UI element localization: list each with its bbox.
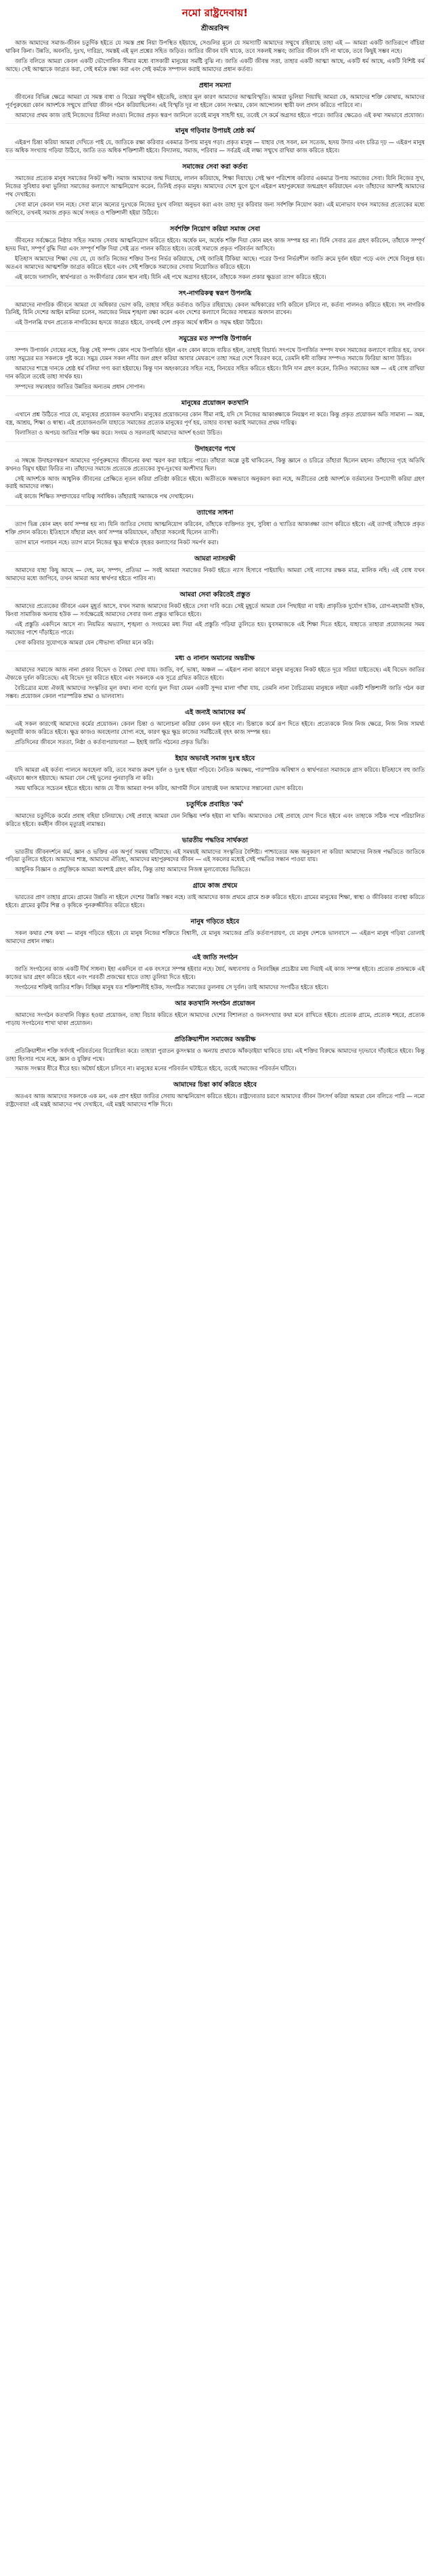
section-heading: এই জন্যই আমাদের কর্ম: [5, 705, 425, 718]
article-section: [5, 286, 425, 328]
paragraph: যদি আমরা এই কর্তব্য পালনে অবহেলা করি, তবে সমাজ ক্রমশ দুর্বল ও দুঃস্থ হইয়া পড়িবে। নৈতিক অবক্ষয়, পারস্পরিক অবিশ্বাস ও স্বার্থপরতা সমাজকে গ্রাস করিবে। ইতিহাসে বহু জাতি এইভাবে ধ্বংস হইয়াছে। আমরা যেন সেই ভুলের পুনরাবৃত্তি না করি।: [5, 766, 425, 781]
paragraph: আধুনিক বিজ্ঞান ও প্রযুক্তিকে আমরা অবশ্যই গ্রহণ করিব, কিন্তু তাহা আমাদের নিজস্ব মূল্যবোধের ভিত্তিতে।: [15, 866, 251, 873]
article-section: [5, 651, 425, 701]
section-heading: সমুদ্রের মত সম্পত্তি উপার্জন: [5, 331, 425, 345]
paragraph: অতএব আজ আমাদের সকলকে এক মন, এক প্রাণ হইয়া জাতির সেবায় আত্মনিয়োগ করিতে হইবে। রাষ্ট্রদেবতার চরণে আমাদের জীবন উৎসর্গ করিয়া আমরা যেন বলিতে পারি — নমো রাষ্ট্রদেবায়! এই মন্ত্রই আমাদের পথ দেখাইবে, এই মন্ত্রই আমাদের শক্তি দিবে।: [5, 1093, 425, 1108]
section-heading: চতুর্দিকে প্রবাহিত 'কর্ম': [5, 797, 425, 810]
paragraph: সকল কথার শেষ কথা — মানুষ গড়িতে হইবে। যে মানুষ নিজের শক্তিতে বিশ্বাসী, যে মানুষ সমাজের প্রতি কর্তব্যপরায়ণ, যে মানুষ দেশকে ভালবাসে — এইরূপ মানুষ গড়িয়া তোলাই আমাদের প্রধান লক্ষ্য।: [5, 930, 425, 945]
section-heading: আমরা সেবা করিতেই প্রস্তুত: [5, 587, 425, 601]
paragraph: জীবনের বিভিন্ন ক্ষেত্রে আমরা যে সমস্ত বাধা ও বিঘ্নের সম্মুখীন হইতেছি, তাহার মূল কারণ আমাদের আত্মবিস্মৃতি। আমরা ভুলিয়া গিয়াছি আমরা কে, আমাদের শক্তি কোথায়, আমাদের পূর্বপুরুষেরা কোন আদর্শকে সম্মুখে রাখিয়া জীবন গঠন করিয়াছিলেন। এই বিস্মৃতি দূর না হইলে কোন সংস্কার, কোন আন্দোলন স্থায়ী ফল প্রদান করিতে পারিবে না।: [5, 93, 425, 108]
paragraph: আমাদের চতুর্দিকে কর্মের প্রবাহ বহিয়া চলিয়াছে। সেই প্রবাহে আমরা যেন নিষ্ক্রিয় দর্শক হইয়া না থাকি। আমাদেরও সেই প্রবাহে যোগ দিতে হইবে এবং তাহাকে সঠিক পথে পরিচালিত করিতে হইবে। কর্মহীন জীবন মৃত্যুরই নামান্তর।: [5, 812, 425, 827]
section-heading: সৎ-নাগরিকত্ব স্বরূপ উপলব্ধি: [5, 286, 425, 299]
paragraph: সময় থাকিতে সচেতন হইতে হইবে। আজ যে বীজ আমরা বপন করিব, আগামী দিনে তাহারই ফল আমাদের সন্তানেরা ভোগ করিবে।: [15, 784, 303, 791]
paragraph: সেবা মানে কেবল দান নহে। সেবা মানে অন্যের দুঃখকে নিজের দুঃখ বলিয়া অনুভব করা এবং তাহা দূর করিবার জন্য সর্বশক্তি নিয়োগ করা। এই মনোভাব যখন সমাজের প্রত্যেকের মধ্যে জাগিবে, তখনই সমাজ প্রকৃত অর্থে সংহত ও শক্তিশালী হইয়া উঠিবে।: [5, 201, 425, 216]
paragraph: এই কাজে শিক্ষিত সম্প্রদায়ের দায়িত্ব সর্বাধিক। তাঁহারাই সমাজকে পথ দেখাইবেন।: [15, 493, 194, 500]
section-heading: উদাহরণের পথে: [5, 441, 425, 455]
article-section: [5, 39, 425, 74]
paragraph: আমাদের প্রথম কাজ তাই নিজেদের চিনিয়া লওয়া। নিজের প্রকৃত স্বরূপ জানিলে তবেই মানুষ সাহসী হয়, তবেই সে কর্মে অগ্রসর হইতে পারে। জাতির ক্ষেত্রেও এই কথা সমভাবে প্রযোজ্য।: [15, 111, 425, 118]
article-section: [5, 441, 425, 502]
article-section: [5, 1032, 425, 1074]
article-section: [5, 797, 425, 829]
paragraph: এই প্রস্তুতি একদিনে আসে না। নিয়মিত অভ্যাস, শৃঙ্খলা ও সংযমের মধ্য দিয়া এই প্রস্তুতি গড়িয়া তুলিতে হয়। যুবসমাজকে এই শিক্ষা দিতে হইবে, যাহাতে তাহারা প্রয়োজনের সময় সমাজের পাশে দাঁড়াইতে পারে।: [5, 620, 425, 636]
article-section: [5, 505, 425, 547]
paragraph: বৈচিত্র্যের মধ্যে ঐক্যই আমাদের সংস্কৃতির মূল কথা। নানা বর্ণের ফুল দিয়া যেমন একটি সুন্দর মালা গাঁথা যায়, তেমনি নানা বৈচিত্র্যময় মানুষকে লইয়া একটি শক্তিশালী জাতি গঠন করা সম্ভব। প্রয়োজন কেবল পারস্পরিক শ্রদ্ধা ও ভালবাসা।: [5, 684, 425, 700]
article-author: শ্রীঅরবিন্দ: [200, 25, 229, 32]
article-section: [5, 551, 425, 583]
paragraph: আমাদের প্রত্যেকের জীবনে এমন মুহূর্ত আসে, যখন সমাজ আমাদের নিকট হইতে সেবা দাবি করে। সেই মুহূর্তে আমরা যেন পিছাইয়া না যাই। প্রাকৃতিক দুর্যোগ হউক, রোগ-মহামারী হউক, কিংবা সামাজিক অন্যায় হউক — সর্বক্ষেত্রেই আমাদের সেবার জন্য প্রস্তুত থাকিতে হইবে।: [5, 602, 425, 617]
paragraph: আমাদের সমাজে আজ নানা প্রকার বিভেদ ও বৈষম্য দেখা যায়। জাতি, বর্ণ, ভাষা, অঞ্চল — এইরূপ নানা কারণে মানুষ মানুষের নিকট হইতে দূরে সরিয়া যাইতেছে। এই বিভেদ জাতির ঐক্যকে দুর্বল করিতেছে। এই বিভেদ দূর করিতে হইবে এবং সকলকে এক সূত্রে গ্রথিত করিতে হইবে।: [5, 666, 425, 682]
paragraph: এই সকল কারণেই আমাদের কর্মের প্রয়োজন। কেবল চিন্তা ও আলোচনা করিয়া কোন ফল হইবে না। চিন্তাকে কর্মে রূপ দিতে হইবে। প্রত্যেককে নিজ নিজ ক্ষেত্রে, নিজ নিজ সামর্থ্য অনুযায়ী কাজ করিতে হইবে। ক্ষুদ্র কাজও অবহেলার যোগ্য নহে, কারণ ক্ষুদ্র ক্ষুদ্র কাজের সমষ্টিতেই বৃহৎ কাজ সম্পন্ন হয়।: [5, 720, 425, 736]
section-heading: গ্রামে কাজ প্রথমে: [5, 878, 425, 892]
section-heading: ভারতীয় পদ্ধতির সার্থকতা: [5, 833, 425, 846]
article: [0, 0, 430, 1118]
paragraph: সমাজ সংস্কার ধীরে ধীরে হয়। অধৈর্য হইলে চলিবে না। মানুষের মনের পরিবর্তন ঘটাইতে হইবে, তবেই সমাজের পরিবর্তন ঘটিবে।: [15, 1065, 297, 1072]
paragraph: আমাদের নাগরিক জীবনে আমরা যে অধিকার ভোগ করি, তাহার সহিত কর্তব্যও জড়িত রহিয়াছে। কেবল অধিকারের দাবি করিলে চলিবে না, কর্তব্য পালনও করিতে হইবে। সৎ নাগরিক তিনিই, যিনি দেশের আইন মানিয়া চলেন, সমাজের নিয়ম শৃঙ্খলা রক্ষা করেন এবং দেশের কল্যাণে নিজের সাধ্যমত অবদান রাখেন।: [5, 301, 425, 316]
section-heading: মধ্য ও নানান অমানের অন্তরীক্ষ: [5, 651, 425, 664]
article-section: [5, 833, 425, 875]
article-section: [5, 950, 425, 992]
paragraph: সেবা করিবার সুযোগকে আমরা যেন সৌভাগ্য বলিয়া মনে করি।: [15, 638, 154, 646]
paragraph: বিলাসিতা ও অপচয় জাতির শক্তি ক্ষয় করে। সংযম ও সরলতাই আমাদের আদর্শ হওয়া উচিত।: [15, 429, 222, 436]
paragraph: জাতি সংগঠনের কাজ একটি দীর্ঘ সাধনা। ইহা একদিনে বা এক বৎসরে সম্পন্ন হইবার নহে। ধৈর্য, অধ্যবসায় ও নিরবচ্ছিন্ন প্রচেষ্টার মধ্য দিয়াই এই কাজ সম্পন্ন হইবে। প্রত্যেক প্রজন্মকে এই কাজের ভার গ্রহণ করিতে হইবে এবং পরবর্তী প্রজন্মের হাতে তাহা তুলিয়া দিতে হইবে।: [5, 965, 425, 980]
section-heading: আমরা ন্যাসরক্ষী: [5, 551, 425, 565]
paragraph: আমাদের সংগঠন কতখানি বিস্তৃত হওয়া প্রয়োজন, তাহা বিচার করিতে হইলে আমাদের দেশের বিশালতা ও জনসংখ্যার কথা মনে রাখিতে হইবে। প্রত্যেক গ্রামে, প্রত্যেক শহরে, প্রত্যেক পাড়ায় সংগঠনের শাখা থাকা প্রয়োজন।: [5, 1011, 425, 1026]
paragraph: জীবনের সর্বক্ষেত্রে নিষ্ঠার সহিত সমাজ সেবায় আত্মনিয়োগ করিতে হইবে। অর্ধেক মন, অর্ধেক শক্তি দিয়া কোন মহৎ কাজ সম্পন্ন হয় না। যিনি সেবার ব্রত গ্রহণ করিবেন, তাঁহাকে সম্পূর্ণ হৃদয় দিয়া, সম্পূর্ণ বুদ্ধি দিয়া এবং সম্পূর্ণ শক্তি দিয়া সেই ব্রত পালন করিতে হইবে। তবেই সমাজে প্রকৃত পরিবর্তন আসিবে।: [5, 236, 425, 252]
article-section: [5, 221, 425, 282]
section-heading: আমাদের চিন্তা কার্য করিতে হইবে: [5, 1077, 425, 1091]
section-heading: সমাজের সেবা করা কর্তব্য: [5, 159, 425, 173]
paragraph: প্রতিদিনের জীবনে সততা, নিষ্ঠা ও কর্তব্যপরায়ণতা — ইহাই জাতি গঠনের প্রকৃত ভিত্তি।: [15, 739, 209, 746]
article-section: [5, 587, 425, 647]
article-title: নমো রাষ্ট্রদেবায়!: [181, 7, 249, 19]
paragraph: এই উপলব্ধি যখন প্রত্যেক নাগরিকের হৃদয়ে জাগ্রত হইবে, তখনই দেশ প্রকৃত অর্থে স্বাধীন ও সমৃদ্ধ হইয়া উঠিবে।: [15, 319, 263, 326]
section-heading: মানুষ গড়িবার উপায়ই শ্রেষ্ঠ কর্ম: [5, 123, 425, 137]
paragraph: সেই আদর্শকে আজ আধুনিক জীবনের প্রেক্ষিতে নূতন করিয়া প্রতিষ্ঠা করিতে হইবে। অতীতকে অন্ধভাবে অনুকরণ করা নহে, অতীতের শ্রেষ্ঠ আদর্শকে বর্তমানের উপযোগী করিয়া গ্রহণ করাই আমাদের লক্ষ্য।: [5, 475, 425, 490]
paragraph: এইরূপ চিন্তা করিয়া আমরা দেখিতে পাই যে, জাতিকে রক্ষা করিবার একমাত্র উপায় মানুষ গড়া। প্রকৃত মানুষ — যাহার দেহ সবল, মন সতেজ, হৃদয় উদার এবং চরিত্র দৃঢ় — এইরূপ মানুষ যত অধিক সংখ্যায় গড়িয়া উঠিবে, জাতি তত অধিক শক্তিশালী হইবে। বিদ্যালয়, সমাজ, পরিবার — সর্বত্রই এই লক্ষ্য সম্মুখে রাখিয়া কাজ করিতে হইবে।: [5, 139, 425, 154]
section-heading: আর কতখানি সংগঠন প্রয়োজন: [5, 996, 425, 1009]
article-section: [5, 159, 425, 217]
article-body: [5, 39, 425, 1109]
article-section: [5, 1077, 425, 1109]
paragraph: আজ আমাদের সমাজ-জীবন চতুর্দিক হইতে যে সমস্ত প্রশ্ন নিয়া উপস্থিত হইয়াছে, সেগুলির মূলে যে সমস্যাটি আমাদের সম্মুখে রহিয়াছে তাহা এই — আমরা একটি জাতিরূপে বাঁচিয়া থাকিব কিনা। উন্নতি, অবনতি, দুঃখ, দারিদ্র্য, সমস্তই এই মূল প্রশ্নের সহিত জড়িত। জাতির জীবন যদি থাকে, তবে সকলই সম্ভব; জাতির জীবন যদি না থাকে, তবে কিছুই সম্ভব নহে।: [5, 39, 425, 54]
article-section: [5, 751, 425, 793]
paragraph: প্রতিক্রিয়াশীল শক্তি সর্বদাই পরিবর্তনের বিরোধিতা করে। তাহারা পুরাতন কুসংস্কার ও অন্যায় প্রথাকে আঁকড়াইয়া থাকিতে চায়। এই শক্তির বিরুদ্ধে আমাদের দৃঢ়ভাবে দাঁড়াইতে হইবে। কিন্তু তাহা হিংসার পথে নহে, জ্ঞান ও যুক্তির পথে।: [5, 1047, 425, 1062]
section-heading: প্রধান সমস্যা: [5, 78, 425, 91]
paragraph: সম্পদ উপার্জন দোষের নহে, কিন্তু সেই সম্পদ কোন পথে উপার্জিত হইল এবং কোন কাজে ব্যয়িত হইল, তাহাই বিচার্য। সৎপথে উপার্জিত সম্পদ যখন সমাজের কল্যাণে ব্যয়িত হয়, তখন তাহা সমুদ্রের মত সকলকে পুষ্ট করে। সমুদ্র যেমন সকল নদীর জল গ্রহণ করিয়া আবার মেঘরূপে তাহা সমগ্র দেশে বিতরণ করে, তেমনি ধনী ব্যক্তির সম্পদও সমাজে ফিরিয়া আসা উচিত।: [5, 347, 425, 362]
section-heading: সর্বশক্তি নিয়োগ করিয়া সমাজ সেবা: [5, 221, 425, 235]
article-section: [5, 123, 425, 155]
section-heading: প্রতিক্রিয়াশীল সমাজের অন্তরীক্ষ: [5, 1032, 425, 1045]
paragraph: জাতি বলিতে আমরা কেবল একটি ভৌগোলিক সীমার মধ্যে বাসকারী মানুষের সমষ্টি বুঝি না। জাতি একটি জীবন্ত সত্তা, তাহার একটি আত্মা আছে, একটি ধর্ম আছে, একটি বিশিষ্ট কর্ম আছে। সেই আত্মাকে জাগ্রত করা, সেই ধর্মকে রক্ষা করা এবং সেই কর্মকে সম্পাদন করাই আমাদের প্রধান কর্তব্য।: [5, 57, 425, 72]
paragraph: এখানে প্রশ্ন উঠিতে পারে যে, মানুষের প্রয়োজন কতখানি। মানুষের প্রয়োজনের কোন সীমা নাই, যদি সে নিজের আকাঙ্ক্ষাকে নিয়ন্ত্রণ না করে। কিন্তু প্রকৃত প্রয়োজন অতি সামান্য — অন্ন, বস্ত্র, আশ্রয়, শিক্ষা ও স্বাস্থ্য। এই প্রয়োজনগুলি যাহাতে সমাজের প্রত্যেক মানুষের পূর্ণ হয়, তাহার ব্যবস্থা করাই সমাজের প্রথম দায়িত্ব।: [5, 410, 425, 426]
article-section: [5, 331, 425, 391]
article-section: [5, 914, 425, 946]
section-heading: এই জাতি সংগঠন: [5, 950, 425, 963]
article-section: [5, 996, 425, 1028]
article-section: [5, 878, 425, 910]
paragraph: ভারতীয় জীবনদর্শনে কর্ম, জ্ঞান ও ভক্তির এক অপূর্ব সমন্বয় ঘটিয়াছে। এই সমন্বয়ই আমাদের সংস্কৃতির বৈশিষ্ট্য। পাশ্চাত্যের অন্ধ অনুকরণ না করিয়া আমাদের নিজস্ব পদ্ধতিতে জাতিকে গড়িয়া তুলিতে হইবে। আমাদের শাস্ত্র, আমাদের ঐতিহ্য, আমাদের মহাপুরুষদের জীবন — এই সকলের মধ্যেই সেই পদ্ধতির সন্ধান পাওয়া যায়।: [5, 848, 425, 863]
paragraph: ত্যাগ মানে পলায়ন নহে। ত্যাগ মানে নিজের ক্ষুদ্র স্বার্থকে বৃহত্তর কল্যাণের নিকট সমর্পণ করা।: [15, 539, 219, 546]
paragraph: ত্যাগ ভিন্ন কোন মহৎ কার্য সম্পন্ন হয় না। যিনি জাতির সেবায় আত্মনিয়োগ করিবেন, তাঁহাকে ব্যক্তিগত সুখ, সুবিধা ও খ্যাতির আকাঙ্ক্ষা ত্যাগ করিতে হইবে। এই ত্যাগই তাঁহাকে প্রকৃত শক্তি প্রদান করিবে। ইতিহাসে যাঁহারা মহৎ কার্য সম্পন্ন করিয়াছেন, তাঁহারা সকলেই ছিলেন ত্যাগী।: [5, 521, 425, 536]
paragraph: সম্পদের সদ্ব্যবহার জাতির উন্নতির অন্যতম প্রধান সোপান।: [15, 383, 145, 390]
paragraph: এই কাজে দলাদলি, স্বার্থপরতা ও সংকীর্ণতার কোন স্থান নাই। যিনি এই পথে অগ্রসর হইবেন, তাঁহাকে সকল প্রকার ক্ষুদ্রতা ত্যাগ করিতে হইবে।: [15, 273, 326, 280]
article-section: [5, 78, 425, 120]
paragraph: এ সম্বন্ধে উদাহরণস্বরূপ আমাদের পূর্বপুরুষদের জীবনের কথা স্মরণ করা যাইতে পারে। তাঁহারা অল্পে তুষ্ট থাকিতেন, কিন্তু জ্ঞানে ও চরিত্রে তাঁহারা ছিলেন মহান। তাঁহাদের গৃহে অতিথি কখনও বিমুখ হইয়া ফিরিত না। তাঁহাদের সমাজে প্রত্যেকে প্রত্যেকের সুখ-দুঃখের অংশীদার ছিল।: [5, 456, 425, 472]
section-heading: ত্যাগের সাধনা: [5, 505, 425, 519]
section-heading: ইহার অভাবই সমাজ দুঃস্থ হইবে: [5, 751, 425, 764]
paragraph: সংগঠনের শক্তিই জাতির শক্তি। বিচ্ছিন্ন মানুষ যত শক্তিশালীই হউক, সংগঠিত সমাজের তুলনায় সে দুর্বল। তাই আমাদের সংগঠিত হইতে হইবে।: [15, 983, 329, 990]
article-section: [5, 705, 425, 747]
section-heading: মানুষের প্রয়োজন কতখানি: [5, 395, 425, 409]
paragraph: ইতিহাস আমাদের শিক্ষা দেয় যে, যে জাতি নিজের শক্তির উপর নির্ভর করিয়াছে, সেই জাতিই টিকিয়া আছে। পরের উপর নির্ভরশীল জাতি ক্রমে দুর্বল হইয়া পড়ে এবং শেষে বিলুপ্ত হয়। অতএব আমাদের আত্মশক্তি জাগ্রত করিতে হইবে এবং সেই শক্তিকে সমাজের সেবায় নিয়োজিত করিতে হইবে।: [5, 255, 425, 270]
paragraph: সমাজের প্রত্যেক মানুষ সমাজের নিকট ঋণী। সমাজ আমাদের জন্ম দিয়াছে, লালন করিয়াছে, শিক্ষা দিয়াছে। সেই ঋণ পরিশোধ করিবার একমাত্র উপায় সমাজের সেবা। যিনি নিজের সুখ, নিজের সুবিধার কথা ভুলিয়া সমাজের কল্যাণে আত্মনিয়োগ করেন, তিনিই প্রকৃত মানুষ। আমাদের দেশে যুগে যুগে এইরূপ মহাপুরুষেরা জন্মগ্রহণ করিয়াছেন এবং তাঁহাদের আদর্শই আমাদের পথ দেখাইবে।: [5, 175, 425, 198]
article-section: [5, 395, 425, 437]
paragraph: আমাদের যাহা কিছু আছে — দেহ, মন, সম্পদ, প্রতিভা — সবই আমরা সমাজের নিকট হইতে ন্যাস হিসাবে পাইয়াছি। আমরা সেই ন্যাসের রক্ষক মাত্র, মালিক নহি। এই বোধ যখন আমাদের মধ্যে জাগিবে, তখন আমরা আর স্বার্থপর হইতে পারিব না।: [5, 567, 425, 582]
paragraph: আমাদের শাস্ত্রে দানকে শ্রেষ্ঠ ধর্ম বলিয়া গণ্য করা হইয়াছে। কিন্তু দান অহংকারের সহিত নহে, বিনয়ের সহিত করিতে হইবে। যিনি দান গ্রহণ করেন, তিনিও সমাজের অঙ্গ — এই বোধ রাখিয়া দান করিলে তবেই তাহা সার্থক হয়।: [5, 365, 425, 380]
paragraph: ভারতের প্রাণ তাহার গ্রামে। গ্রামের উন্নতি না হইলে দেশের উন্নতি সম্ভব নহে। তাই আমাদের কাজ প্রথমে গ্রামে শুরু করিতে হইবে। গ্রামের মানুষের শিক্ষা, স্বাস্থ্য ও জীবিকার ব্যবস্থা করিতে হইবে। গ্রামের কুটির শিল্প ও কৃষিকে পুনরুজ্জীবিত করিতে হইবে।: [5, 894, 425, 909]
section-heading: নানুষ গড়িতে হইবে: [5, 914, 425, 927]
